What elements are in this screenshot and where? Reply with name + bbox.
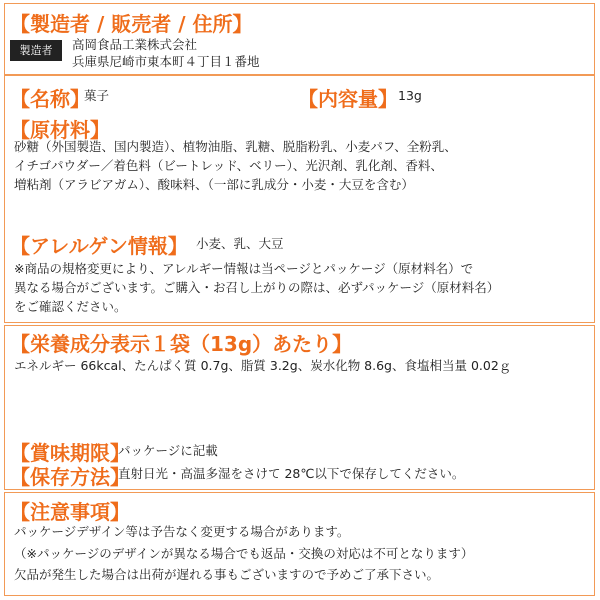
manufacturer-badge: 製造者	[10, 40, 62, 61]
notes-line: （※パッケージのデザインが異なる場合でも返品・交換の対応は不可となります）	[14, 546, 474, 561]
nutrition-value: エネルギー 66kcal、たんぱく質 0.7g、脂質 3.2g、炭水化物 8.6g、食塩相当量 0.02ｇ	[14, 358, 512, 373]
storage-value: 直射日光・高温多湿をさけて 28℃以下で保存してください。	[118, 466, 465, 481]
name-value: 菓子	[84, 88, 110, 103]
content-value: 13g	[398, 88, 422, 103]
content-heading: 【内容量】	[298, 87, 398, 111]
allergen-note-line: ※商品の規格変更により、アレルギー情報は当ページとパッケージ（原材料名）で	[14, 261, 474, 276]
notes-line: パッケージデザイン等は予告なく変更する場合があります。	[14, 524, 350, 539]
allergen-value: 小麦、乳、大豆	[196, 236, 284, 251]
nutrition-heading: 【栄養成分表示１袋（13g）あたり】	[10, 332, 353, 356]
ingredients-heading: 【原材料】	[10, 118, 110, 142]
notes-heading: 【注意事項】	[10, 500, 130, 524]
allergen-note-line: をご確認ください。	[14, 299, 127, 314]
allergen-note-line: 異なる場合がございます。ご購入・お召し上がりの際は、必ずパッケージ（原材料名）	[14, 280, 500, 295]
name-heading: 【名称】	[10, 87, 90, 111]
manufacturer-address: 兵庫県尼崎市東本町４丁目１番地	[72, 54, 260, 69]
ingredients-line: 増粘剤（アラビアガム）、酸味料、（一部に乳成分・小麦・大豆を含む）	[14, 177, 414, 192]
best-before-heading: 【賞味期限】	[10, 441, 130, 465]
allergen-heading: 【アレルゲン情報】	[10, 234, 188, 258]
ingredients-line: イチゴパウダー／着色料（ビートレッド、ベリー）、光沢剤、乳化剤、香料、	[14, 158, 443, 173]
storage-heading: 【保存方法】	[10, 465, 130, 489]
manufacturer-company: 高岡食品工業株式会社	[72, 37, 198, 52]
manufacturer-heading: 【製造者 / 販売者 / 住所】	[10, 12, 253, 36]
best-before-value: パッケージに記載	[118, 443, 218, 458]
notes-line: 欠品が発生した場合は出荷が遅れる事もございますので予めご了承下さい。	[14, 567, 440, 582]
ingredients-line: 砂糖（外国製造、国内製造）、植物油脂、乳糖、脱脂粉乳、小麦パフ、全粉乳、	[14, 139, 457, 154]
